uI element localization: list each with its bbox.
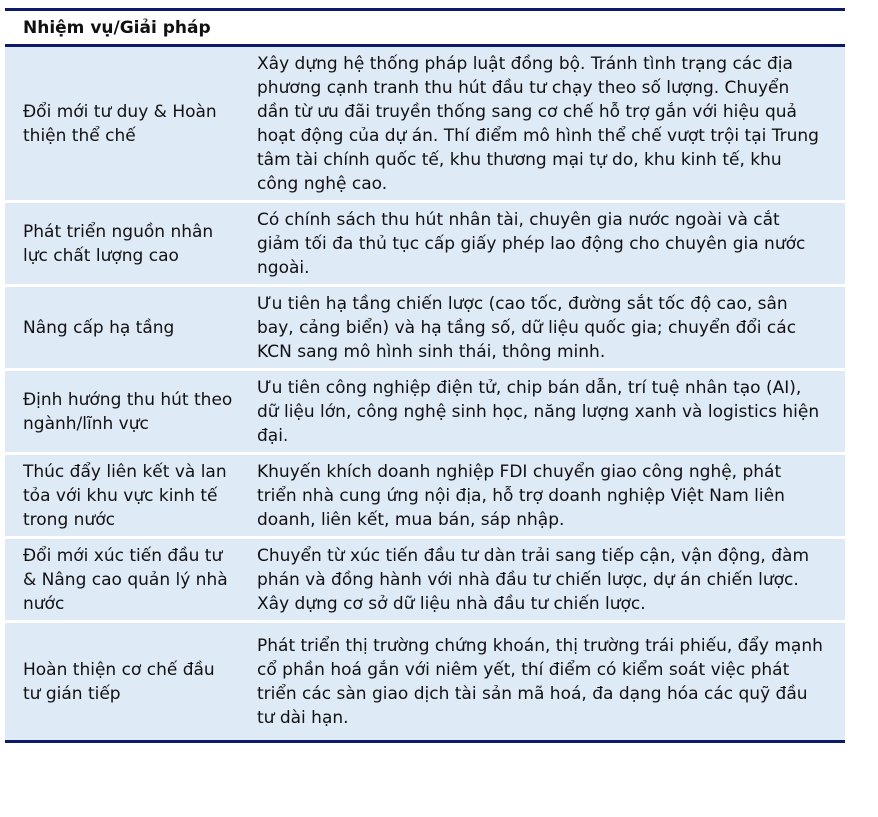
table-row (5, 622, 845, 742)
task-cell: Nâng cấp hạ tầng (5, 286, 245, 370)
table-header-title: Nhiệm vụ/Giải pháp (5, 10, 845, 46)
table-row (5, 46, 845, 202)
solution-cell: Ưu tiên hạ tầng chiến lược (cao tốc, đường sắt tốc độ cao, sân bay, cảng biển) và hạ tầng số, dữ liệu quốc gia; chuyển đổi các KCN sang mô hình sinh thái, thông minh. (245, 286, 845, 370)
task-cell: Đổi mới xúc tiến đầu tư & Nâng cao quản lý nhà nước (5, 538, 245, 622)
solution-cell: Ưu tiên công nghiệp điện tử, chip bán dẫn, trí tuệ nhân tạo (AI), dữ liệu lớn, công nghệ sinh học, năng lượng xanh và logistics hiện đại. (245, 370, 845, 454)
table-row (5, 370, 845, 454)
table-header-row (5, 10, 845, 46)
table-row (5, 538, 845, 622)
solution-cell: Khuyến khích doanh nghiệp FDI chuyển giao công nghệ, phát triển nhà cung ứng nội địa, hỗ trợ doanh nghiệp Việt Nam liên doanh, liên kết, mua bán, sáp nhập. (245, 454, 845, 538)
task-cell: Đổi mới tư duy & Hoàn thiện thể chế (5, 46, 245, 202)
solution-cell: Chuyển từ xúc tiến đầu tư dàn trải sang tiếp cận, vận động, đàm phán và đồng hành với nhà đầu tư chiến lược, dự án chiến lược. Xây dựng cơ sở dữ liệu nhà đầu tư chiến lược. (245, 538, 845, 622)
table-row (5, 286, 845, 370)
task-cell: Thúc đẩy liên kết và lan tỏa với khu vực kinh tế trong nước (5, 454, 245, 538)
solution-cell: Phát triển thị trường chứng khoán, thị trường trái phiếu, đẩy mạnh cổ phần hoá gắn với niêm yết, thí điểm có kiểm soát việc phát triển các sàn giao dịch tài sản mã hoá, đa dạng hóa các quỹ đầu tư dài hạn. (245, 622, 845, 742)
tasks-solutions-table (5, 8, 845, 743)
solution-cell: Có chính sách thu hút nhân tài, chuyên gia nước ngoài và cắt giảm tối đa thủ tục cấp giấy phép lao động cho chuyên gia nước ngoài. (245, 202, 845, 286)
task-cell: Định hướng thu hút theo ngành/lĩnh vực (5, 370, 245, 454)
table-row (5, 202, 845, 286)
task-cell: Hoàn thiện cơ chế đầu tư gián tiếp (5, 622, 245, 742)
task-cell: Phát triển nguồn nhân lực chất lượng cao (5, 202, 245, 286)
solution-cell: Xây dựng hệ thống pháp luật đồng bộ. Tránh tình trạng các địa phương cạnh tranh thu hút đầu tư chạy theo số lượng. Chuyển dần từ ưu đãi truyền thống sang cơ chế hỗ trợ gắn với hiệu quả hoạt động của dự án. Thí điểm mô hình thể chế vượt trội tại Trung tâm tài chính quốc tế, khu thương mại tự do, khu kinh tế, khu công nghệ cao. (245, 46, 845, 202)
table-row (5, 454, 845, 538)
